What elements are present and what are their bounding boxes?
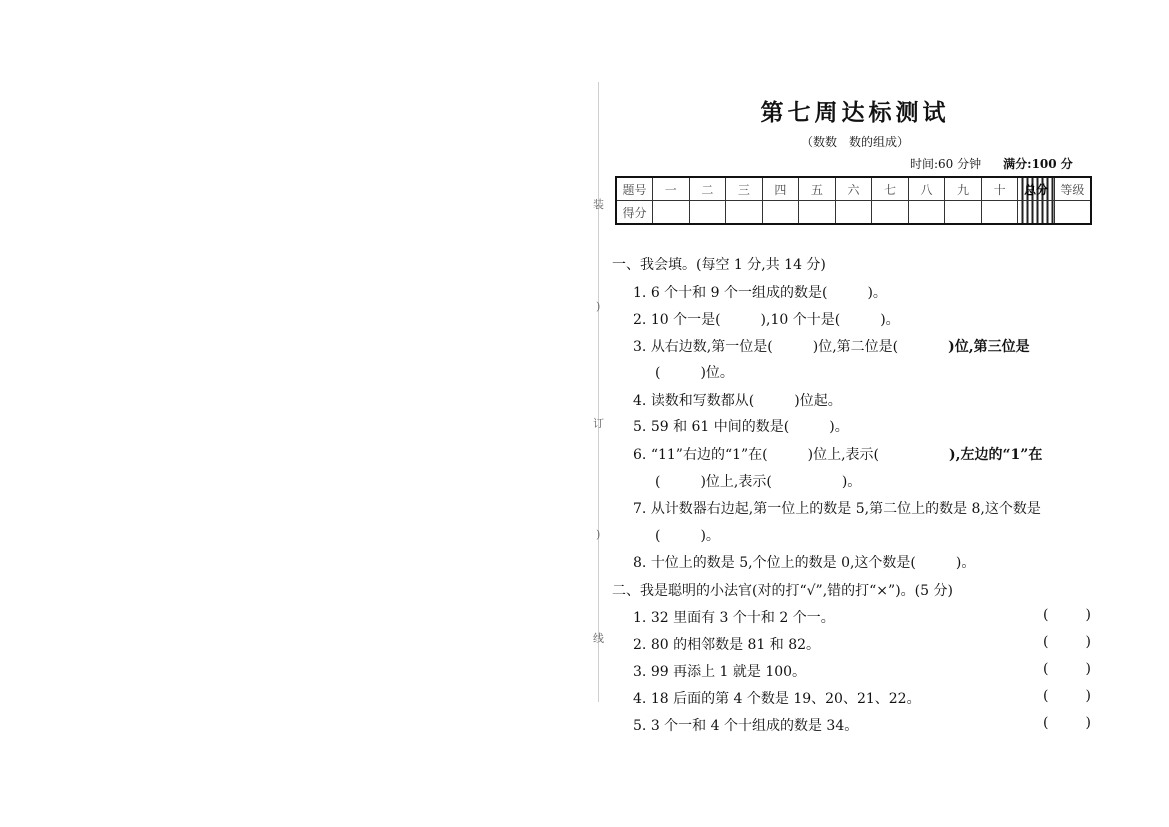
- score-cell[interactable]: [908, 201, 945, 225]
- answer-parentheses[interactable]: [1043, 715, 1091, 731]
- score-cell[interactable]: [653, 201, 690, 225]
- column-header: 五: [799, 177, 836, 201]
- question-text: )位上,表示(: [807, 447, 879, 463]
- section-2-heading: 二、我是聪明的小法官(对的打“√”,错的打“×”)。(5 分): [612, 583, 953, 599]
- question-number: 3.: [633, 664, 647, 680]
- column-header: 三: [726, 177, 763, 201]
- exam-info: [910, 155, 1073, 172]
- question-number: 2.: [633, 312, 647, 328]
- question-3-continued: [655, 362, 734, 382]
- paren-open: (: [1043, 715, 1049, 731]
- column-header: 七: [872, 177, 909, 201]
- score-cell[interactable]: [1054, 201, 1091, 225]
- question-text: 59 和 61 中间的数是(: [650, 419, 790, 435]
- question-text: )位,第三位是: [948, 339, 1030, 355]
- table-row: [616, 177, 1091, 201]
- judge-item: [633, 634, 820, 654]
- page-title: 第七周达标测试: [760, 99, 950, 126]
- question-2: [633, 309, 900, 329]
- paren-close: ): [1085, 607, 1091, 623]
- question-text: )。: [700, 528, 720, 544]
- question-number: 5.: [633, 718, 647, 734]
- score-cell[interactable]: [835, 201, 872, 225]
- question-6: [633, 444, 1042, 464]
- judge-item: [633, 688, 921, 708]
- question-text: 10 个一是(: [650, 312, 721, 328]
- score-table: [615, 176, 1092, 225]
- margin-mark: ): [596, 300, 601, 313]
- column-header: 二: [689, 177, 726, 201]
- question-text: 3 个一和 4 个十组成的数是 34。: [650, 718, 859, 734]
- binding-line: [598, 82, 599, 702]
- question-7: [633, 498, 1041, 518]
- paren-open: (: [1043, 661, 1049, 677]
- paren-close: ): [1085, 688, 1091, 704]
- column-header: 八: [908, 177, 945, 201]
- question-text: )。: [955, 555, 976, 571]
- question-number: 3.: [633, 339, 647, 355]
- margin-mark: 订: [593, 417, 604, 430]
- full-score: 满分:100 分: [1003, 157, 1073, 171]
- question-7-continued: [655, 525, 720, 545]
- question-number: 4.: [633, 691, 647, 707]
- column-header: 等级: [1054, 177, 1091, 201]
- question-text: )位起。: [794, 393, 842, 409]
- margin-mark: 线: [593, 632, 604, 645]
- question-text: (: [655, 365, 661, 381]
- row-label: 得分: [616, 201, 653, 225]
- score-cell[interactable]: [981, 201, 1018, 225]
- score-cell[interactable]: [799, 201, 836, 225]
- question-text: ),10 个十是(: [760, 312, 841, 328]
- column-header: 十: [981, 177, 1018, 201]
- question-text: (: [655, 528, 661, 544]
- question-6-continued: [655, 471, 861, 491]
- score-cell[interactable]: [726, 201, 763, 225]
- question-5: [633, 416, 849, 436]
- judge-item: [633, 661, 806, 681]
- page-subtitle: （数数 数的组成）: [800, 135, 909, 149]
- question-number: 2.: [633, 637, 647, 653]
- table-row: [616, 201, 1091, 225]
- question-text: 99 再添上 1 就是 100。: [650, 664, 807, 680]
- question-4: [633, 390, 842, 410]
- judge-item: [633, 715, 858, 735]
- answer-parentheses[interactable]: [1043, 688, 1091, 704]
- question-text: 32 里面有 3 个十和 2 个一。: [650, 610, 835, 626]
- score-cell[interactable]: [762, 201, 799, 225]
- question-number: 6.: [633, 447, 647, 463]
- paren-close: ): [1085, 715, 1091, 731]
- question-text: 从计数器右边起,第一位上的数是 5,第二位上的数是 8,这个数是: [650, 501, 1041, 517]
- column-header: 总分: [1018, 177, 1055, 201]
- question-number: 8.: [633, 555, 647, 571]
- score-cell[interactable]: [1018, 201, 1055, 225]
- score-cell[interactable]: [872, 201, 909, 225]
- score-cell[interactable]: [945, 201, 982, 225]
- question-number: 5.: [633, 419, 647, 435]
- question-text: )。: [841, 474, 862, 490]
- row-label: 题号: [616, 177, 653, 201]
- column-header: 四: [762, 177, 799, 201]
- question-8: [633, 552, 975, 572]
- column-header: 一: [653, 177, 690, 201]
- question-number: 4.: [633, 393, 647, 409]
- judge-item: [633, 607, 835, 627]
- paren-open: (: [1043, 634, 1049, 650]
- question-text: )位上,表示(: [700, 474, 772, 490]
- question-number: 1.: [633, 285, 647, 301]
- question-text: )。: [867, 285, 887, 301]
- paren-close: ): [1085, 661, 1091, 677]
- section-1-heading: 一、我会填。(每空 1 分,共 14 分): [612, 257, 826, 273]
- column-header: 六: [835, 177, 872, 201]
- question-text: (: [655, 474, 661, 490]
- question-number: 7.: [633, 501, 647, 517]
- question-text: 80 的相邻数是 81 和 82。: [650, 637, 821, 653]
- question-text: )位,第二位是(: [812, 339, 899, 355]
- question-3: [633, 336, 1030, 356]
- question-text: )位。: [700, 365, 734, 381]
- time-limit: 时间:60 分钟: [910, 157, 982, 171]
- paren-open: (: [1043, 688, 1049, 704]
- question-text: ),左边的“1”在: [949, 447, 1043, 463]
- margin-mark: ): [596, 528, 601, 541]
- question-text: 从右边数,第一位是(: [650, 339, 773, 355]
- column-header: 九: [945, 177, 982, 201]
- question-text: 6 个十和 9 个一组成的数是(: [650, 285, 828, 301]
- answer-parentheses[interactable]: [1043, 634, 1091, 650]
- margin-mark: 装: [593, 198, 604, 211]
- score-cell[interactable]: [689, 201, 726, 225]
- question-text: “11”右边的“1”在(: [650, 447, 768, 463]
- question-text: )。: [880, 312, 900, 328]
- question-text: 18 后面的第 4 个数是 19、20、21、22。: [650, 691, 921, 707]
- answer-parentheses[interactable]: [1043, 607, 1091, 623]
- paren-close: ): [1085, 634, 1091, 650]
- question-number: 1.: [633, 610, 647, 626]
- question-1: [633, 282, 887, 302]
- question-text: )。: [829, 419, 849, 435]
- answer-parentheses[interactable]: [1043, 661, 1091, 677]
- question-text: 读数和写数都从(: [650, 393, 755, 409]
- paren-open: (: [1043, 607, 1049, 623]
- question-text: 十位上的数是 5,个位上的数是 0,这个数是(: [650, 555, 916, 571]
